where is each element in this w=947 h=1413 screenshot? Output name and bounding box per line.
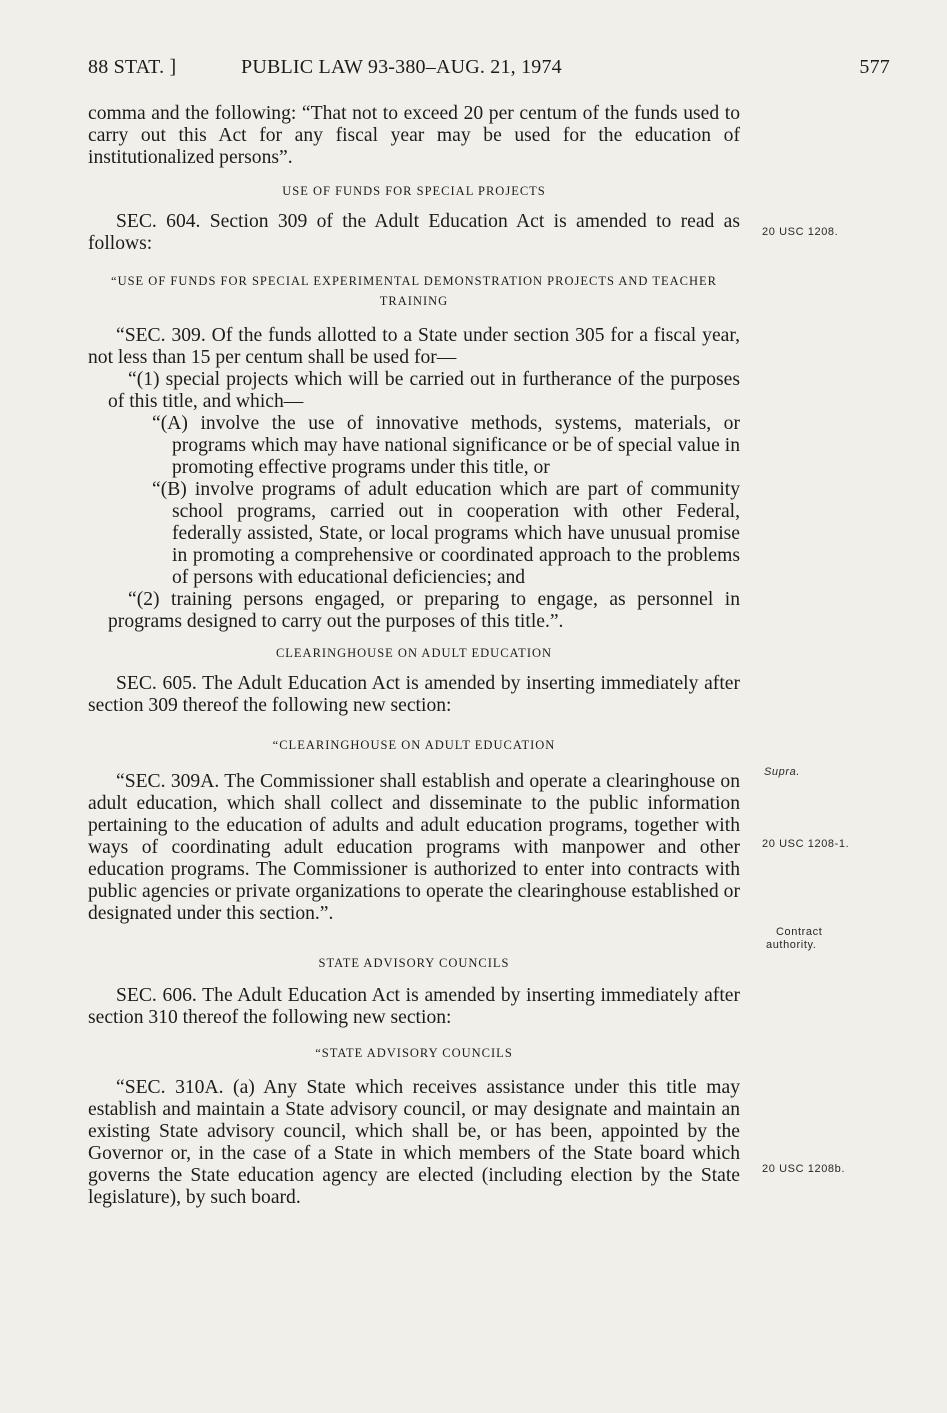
section-309: “SEC. 309. Of the funds allotted to a State under section 305 for a fiscal year, not less than 15 per centum shall be used for—: [88, 325, 740, 368]
margin-note-1208b: 20 USC 1208b.: [762, 1163, 846, 1175]
heading-use-of-funds-full: “USE OF FUNDS FOR SPECIAL EXPERIMENTAL DEMONSTRATION PROJECTS AND TEACHER TRAINING: [111, 274, 717, 308]
heading-use-of-funds: USE OF FUNDS FOR SPECIAL PROJECTS: [282, 184, 546, 198]
statute-reference: 88 STAT. ]: [88, 56, 177, 78]
margin-note-1208-1: 20 USC 1208-1.: [762, 838, 850, 850]
body-text: [88, 103, 740, 1209]
section-606: SEC. 606. The Adult Education Act is amended by inserting immediately after section 310 thereof the following new section:: [88, 985, 740, 1028]
law-title: PUBLIC LAW 93-380–AUG. 21, 1974: [241, 56, 562, 78]
heading-state-advisory: STATE ADVISORY COUNCILS: [318, 956, 510, 970]
heading-state-advisory-quoted: “STATE ADVISORY COUNCILS: [315, 1046, 513, 1060]
section-309-clause-A: “(A) involve the use of innovative methods, systems, materials, or programs which may have national significance or be of special value in promoting effective programs under this title, or: [152, 413, 740, 478]
margin-note-1208: 20 USC 1208.: [762, 226, 839, 238]
margin-note-authority: authority.: [766, 939, 817, 951]
section-309-clause-2: “(2) training persons engaged, or preparing to engage, as personnel in programs designed to carry out the purposes of this title.”.: [108, 589, 740, 632]
section-309A: “SEC. 309A. The Commissioner shall establish and operate a clearinghouse on adult education, which shall collect and disseminate to the public information pertaining to the education of adults and adult education programs, together with ways of coordinating adult education programs with manpower and other education programs. The Commissioner is authorized to enter into contracts with public agencies or private organizations to operate the clearinghouse established or designated under this section.”.: [88, 771, 740, 924]
section-309-clause-1: “(1) special projects which will be carried out in furtherance of the purposes of this title, and which—: [108, 369, 740, 412]
heading-clearinghouse: CLEARINGHOUSE ON ADULT EDUCATION: [275, 646, 553, 660]
margin-note-contract: Contract: [776, 926, 823, 938]
page-number: 577: [859, 56, 890, 78]
heading-clearinghouse-quoted: “CLEARINGHOUSE ON ADULT EDUCATION: [272, 738, 556, 752]
margin-note-supra: Supra.: [764, 766, 801, 778]
intro-paragraph: comma and the following: “That not to exceed 20 per centum of the funds used to carry out this Act for any fiscal year may be used for the education of institutionalized persons”.: [88, 103, 740, 168]
section-605: SEC. 605. The Adult Education Act is amended by inserting immediately after section 309 thereof the following new section:: [88, 673, 740, 716]
section-310A: “SEC. 310A. (a) Any State which receives assistance under this title may establish and maintain a State advisory council, or may designate and maintain an existing State advisory council, which shall be, or has been, appointed by the Governor or, in the case of a State in which members of the State board which governs the State education agency are elected (including election by the State legislature), by such board.: [88, 1077, 740, 1208]
section-309-clause-B: “(B) involve programs of adult education which are part of community school programs, carried out in cooperation with other Federal, federally assisted, State, or local programs which have unusual promise in promoting a comprehensive or coordinated approach to the problems of persons with educational deficiencies; and: [152, 479, 740, 588]
section-604: SEC. 604. Section 309 of the Adult Education Act is amended to read as follows:: [88, 211, 740, 254]
